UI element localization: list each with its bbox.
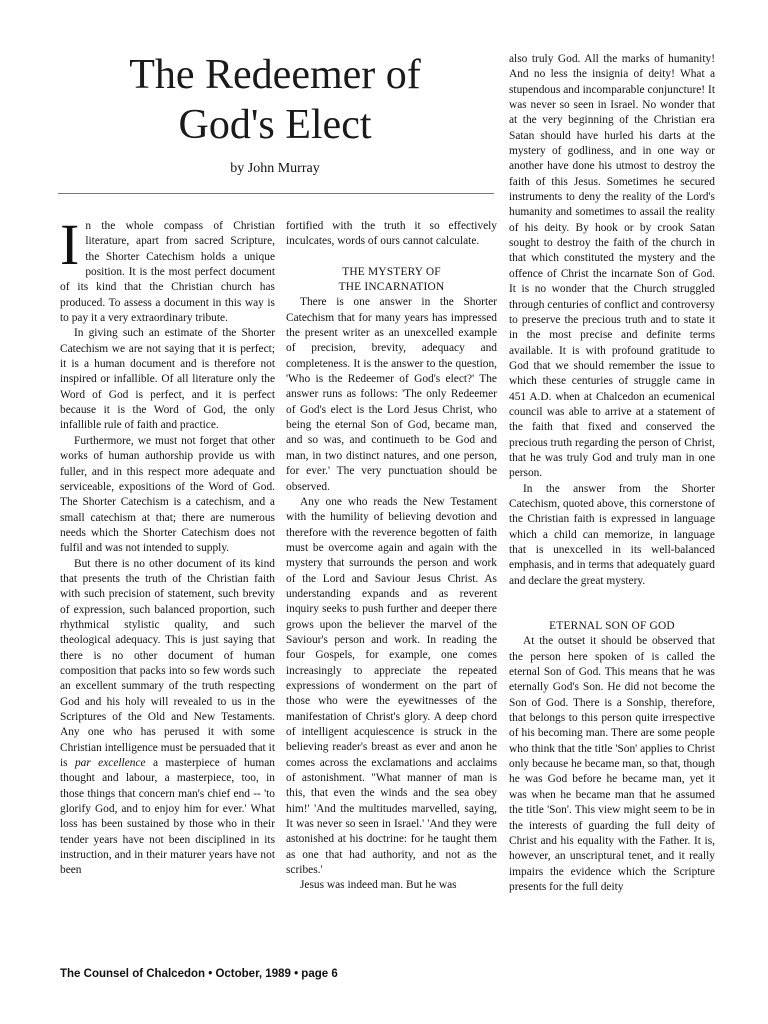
paragraph: Any one who reads the New Testament with the humility of believing devotion and therefore with the reverence begotten of faith must be overcome again and again with the mystery that surrounds the person and work of the Lord and Saviour Jesus Christ. As understanding expands and as reverent inquiry seeks to push further and deeper there grows upon the believer the marvel of the Saviour's person and work. In reading the four Gospels, for example, one comes increasingly to appreciate the repeated expressions of wonderment on the part of those who were the eyewitnesses of the manifestation of Christ's glory. A deep chord of intelligent acquiescence is struck in the believing reader's breast as ever and anon he comes across the exclamations and acclaims of astonishment. "What manner of man is this, that even the winds and the sea obey him!' 'And the multitudes marvelled, saying, It was never so seen in Israel.' 'And they were astonished at his doctrine: for he taught them as one that had authority, and not as the scribes.' [286,495,497,877]
paragraph: In the whole compass of Christian literature, apart from sacred Scripture, the Shorter Catechism holds a unique position. It is the most perfect document of its kind that the Christian church has produced. To assess a document in this way is to pay it a very extraordinary tribute. [60,219,275,325]
paragraph: Furthermore, we must not forget that other works of human authorship provide us with fuller, and in this respect more adequate and serviceable, expositions of the Word of God. The Shorter Catechism is a catechism, and a small catechism at that; there are numerous needs which the Shorter Catechism does not fulfil and was not intended to supply. [60,434,275,555]
paragraph: Jesus was indeed man. But he was [300,879,457,892]
column-1 [60,219,275,959]
paragraph: At the outset it should be observed that the person here spoken of is called the eternal Son of God. This means that he was eternally God's Son. He did not become the Son of God. There is a Sonship, therefore, that belongs to this person quite irrespective of his becoming man. There are some people who think that the title 'Son' applies to Christ only because he became man, so that, though he was God before he became man, yet it was when he became man that he assumed the title 'Son'. This view might seem to be in the interests of guarding the full deity of Christ and his equality with the Father. It is, however, an unscriptural tenet, and it really impairs the evidence which the Scripture presents for the full deity [509,635,715,893]
title-line-1: The Redeemer of [129,52,421,98]
column-2 [286,219,497,959]
page-footer: The Counsel of Chalcedon • October, 1989 • page 6 [60,968,338,980]
section-heading: THE MYSTERY OF THE INCARNATION [338,265,445,294]
paragraph: In giving such an estimate of the Shorter Catechism we are not saying that it is perfect; it is a human document and is therefore not inspired or infallible. Of all literature only the Word of God is perfect, and it is perfect because it is the Word of God, the only infallible rule of faith and practice. [60,327,275,432]
paragraph: In the answer from the Shorter Catechism, quoted above, this cornerstone of the Christian faith is expressed in language which a child can memorize, in language that is unexcelled in its well-balanced emphasis, and in terms that adequately guard and declare the great mystery. [509,482,715,587]
column-3 [509,52,715,959]
article-title [70,50,480,150]
section-heading: ETERNAL SON OF GOD [549,620,675,633]
byline: by John Murray [230,161,320,176]
emphasis-text: par excellence [74,757,146,770]
paragraph: There is one answer in the Shorter Catechism that for many years has impressed the present writer as an unexcelled example of precision, brevity, adequacy and completeness. It is the answer to the question, 'Who is the Redeemer of God's elect?' The answer runs as follows: 'The only Redeemer of God's elect is the Lord Jesus Christ, who being the eternal Son of God, became man, and so was, and continueth to be God and man, in two distinct natures, and one person, for ever.' The very punctuation should be observed. [286,296,497,493]
title-line-2: God's Elect [178,102,372,148]
paragraph: But there is no other document of its kind that presents the truth of the Christian faith with such precision of statement, such brevity of expression, such balanced proportion, such rhythmical stylistic quality, and such theological adequacy. This is just saying that there is no other document of human composition that packs into so few words such an excellent summary of the truth respecting God and his holy will revealed to us in the Scriptures of the Old and New Testaments. Any one who has perused it with some Christian intelligence must be persuaded that it is par excellence a masterpiece of human thought and labour, a masterpiece, too, in those things that concern man's chief end -- 'to glorify God, and to enjoy him for ever.' What loss has been sustained by those who in their tender years have not been disciplined in its instruction, and in their maturer years have not been [60,557,275,877]
title-divider [58,193,494,194]
paragraph: also truly God. All the marks of humanity! And no less the insignia of deity! What a stupendous and incomparable conjuncture! It was never so seen in Israel. No wonder that at the very beginning of the Christian era Satan should have hurled his darts at the mystery of godliness, and in one way or another have done his utmost to destroy the faith of this Jesus. Sometimes he secured instruments to deny the reality of the Lord's humanity and sometimes to assail the reality of his deity. By hook or by crook Satan sought to destroy the faith of the church in that which constituted the mystery and the offence of Christ the incarnate Son of God. It is no wonder that the Church struggled through centuries of conflict and controversy to preserve the precious truth and to state it in the most precise and definite terms available. It is with profound gratitude to God that we should remember the issue to which these centuries of struggle came in 451 A.D. when at Chalcedon an ecumenical council was able to arrive at a statement of the faith that fixed and conserved the precious truth regarding the person of Christ, that he was truly God and truly man in one person. [509,53,715,480]
paragraph: fortified with the truth it so effectively inculcates, words of ours cannot calculate. [286,220,497,248]
drop-cap: I [60,219,80,277]
